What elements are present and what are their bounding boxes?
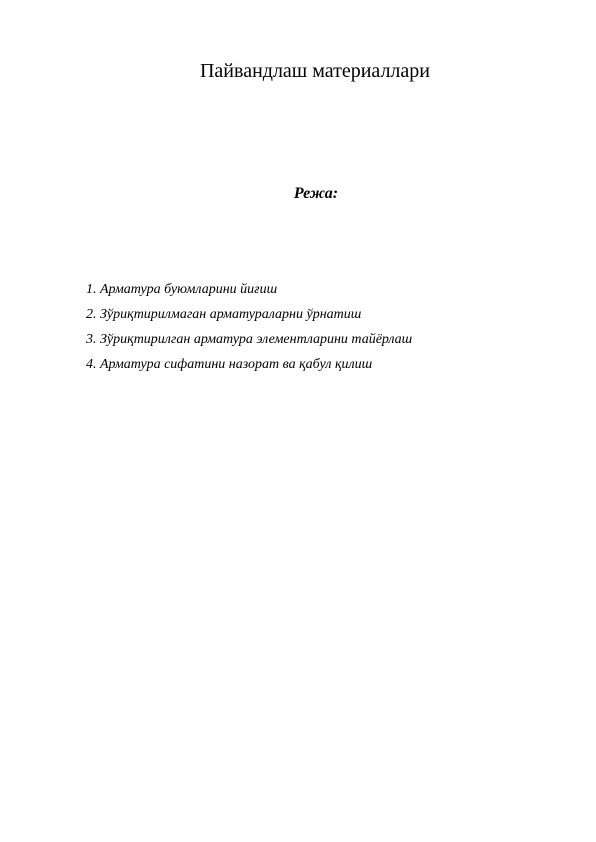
plan-item-text: Зўриқтирилмаган арматураларни ўрнатиш [100,307,362,322]
plan-heading: Режа: [293,185,339,202]
plan-item-text: Арматура буюмларини йиғиш [100,282,278,297]
plan-item [86,306,412,324]
plan-item [86,281,412,299]
plan-item [86,356,412,374]
plan-item-number: 4. [86,357,97,372]
plan-item-number: 1. [86,282,97,297]
plan-item-text: Зўриқтирилган арматура элементларини тайёрлаш [100,332,413,347]
document-title: Пайвандлаш материаллари [199,60,430,82]
plan-item-number: 3. [86,332,97,347]
plan-list [86,281,412,381]
plan-item-number: 2. [86,307,97,322]
plan-item [86,331,412,349]
plan-item-text: Арматура сифатини назорат ва қабул қилиш [100,357,373,372]
